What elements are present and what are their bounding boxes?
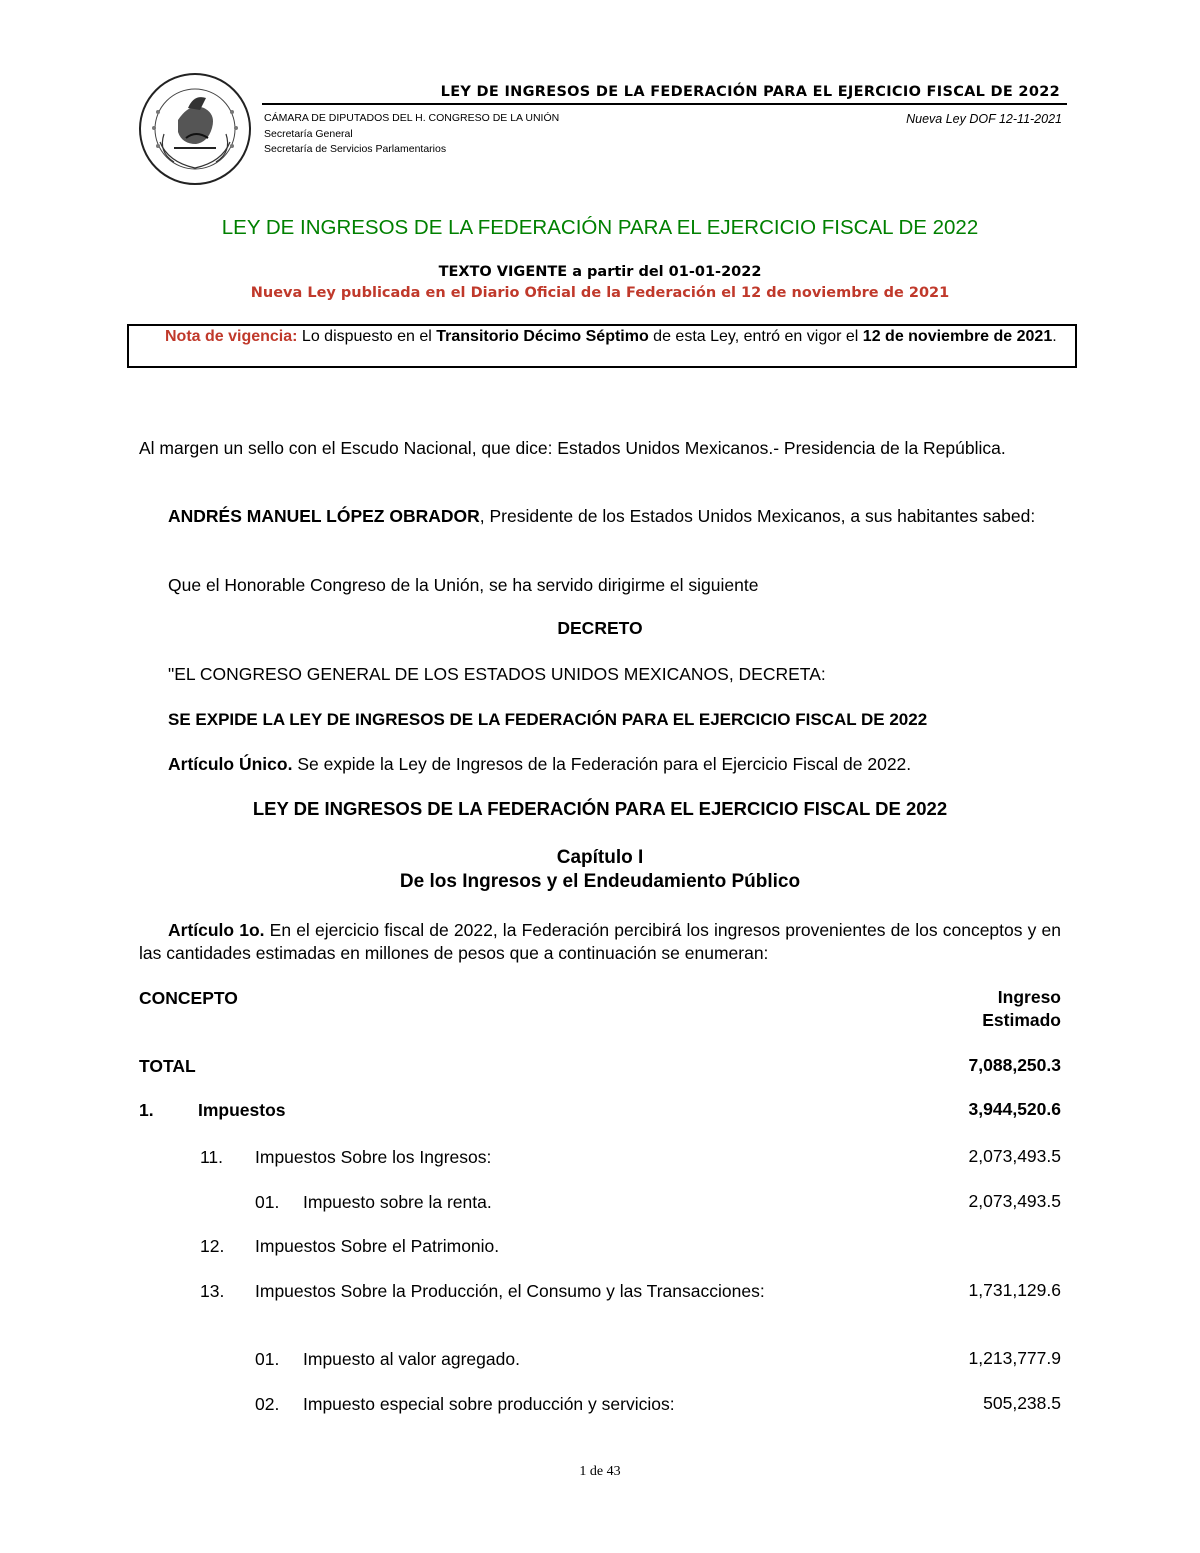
nota-bold-1: Transitorio Décimo Séptimo: [436, 328, 649, 345]
table-header-estimado: Estimado: [982, 1010, 1061, 1030]
articulo-unico-text: Se expide la Ley de Ingresos de la Federación para el Ejercicio Fiscal de 2022.: [292, 754, 912, 774]
table-row-num: 13.: [200, 1281, 225, 1301]
table-header-ingreso: Ingreso: [997, 987, 1061, 1007]
nota-text-3: .: [1052, 328, 1057, 345]
congreso-paragraph: Que el Honorable Congreso de la Unión, se ha servido dirigirme el siguiente: [168, 575, 759, 595]
nota-label: Nota de vigencia:: [165, 328, 298, 345]
table-row-amount: 505,238.5: [983, 1393, 1061, 1413]
table-row-label: Impuesto especial sobre producción y servicios:: [303, 1394, 675, 1414]
table-row-label: Impuestos: [198, 1100, 286, 1120]
table-row-label: Impuestos Sobre el Patrimonio.: [255, 1236, 500, 1256]
table-row-label: Impuesto al valor agregado.: [303, 1349, 520, 1369]
table-row-amount: 3,944,520.6: [968, 1099, 1061, 1119]
publication-note: Nueva Ley publicada en el Diario Oficial de la Federación el 12 de noviembre de 2021: [250, 285, 950, 301]
table-row-num: 01.: [255, 1192, 280, 1212]
articulo-1-text: En el ejercicio fiscal de 2022, la Federación percibirá los ingresos provenientes de los conceptos y en las cantidades estimadas en millones de pesos que a continuación se enumeran:: [139, 920, 1061, 963]
table-row-amount: 2,073,493.5: [968, 1191, 1061, 1211]
capitulo-title: De los Ingresos y el Endeudamiento Público: [399, 871, 801, 892]
document-title: LEY DE INGRESOS DE LA FEDERACIÓN PARA EL EJERCICIO FISCAL DE 2022: [221, 216, 979, 239]
page-number: 1 de 43: [579, 1464, 621, 1479]
table-row-num: 12.: [200, 1236, 225, 1256]
articulo-1-label: Artículo 1o.: [168, 920, 265, 940]
header-dof-date: Nueva Ley DOF 12-11-2021: [906, 112, 1062, 126]
table-row-amount: 7,088,250.3: [968, 1055, 1061, 1075]
header-title: LEY DE INGRESOS DE LA FEDERACIÓN PARA EL EJERCICIO FISCAL DE 2022: [440, 84, 1060, 100]
table-row-num: 01.: [255, 1349, 280, 1369]
table-row-amount: 2,073,493.5: [968, 1146, 1061, 1166]
presidente-name: ANDRÉS MANUEL LÓPEZ OBRADOR: [168, 506, 480, 526]
articulo-unico-label: Artículo Único.: [168, 754, 293, 774]
table-row-label: TOTAL: [139, 1056, 196, 1076]
capitulo-heading: Capítulo I: [556, 847, 644, 868]
table-row-label: Impuestos Sobre los Ingresos:: [255, 1147, 492, 1167]
table-row-label: Impuestos Sobre la Producción, el Consumo y las Transacciones:: [255, 1281, 765, 1301]
presidente-rest: , Presidente de los Estados Unidos Mexicanos, a sus habitantes sabed:: [479, 506, 1036, 526]
se-expide-heading: SE EXPIDE LA LEY DE INGRESOS DE LA FEDERACIÓN PARA EL EJERCICIO FISCAL DE 2022: [168, 710, 928, 729]
table-row-num: 1.: [139, 1100, 154, 1120]
table-row-amount: 1,731,129.6: [968, 1280, 1061, 1300]
table-row-num: 02.: [255, 1394, 280, 1414]
nota-text-1: Lo dispuesto en el: [297, 328, 437, 345]
ley-title: LEY DE INGRESOS DE LA FEDERACIÓN PARA EL EJERCICIO FISCAL DE 2022: [252, 798, 948, 819]
texto-vigente: TEXTO VIGENTE a partir del 01-01-2022: [438, 264, 762, 280]
header-camara: CÁMARA DE DIPUTADOS DEL H. CONGRESO DE LA UNIÓN: [264, 112, 560, 124]
national-seal-icon: [138, 72, 252, 186]
nota-text-2: de esta Ley, entró en vigor el: [648, 328, 863, 345]
congreso-general: "EL CONGRESO GENERAL DE LOS ESTADOS UNIDOS MEXICANOS, DECRETA:: [168, 664, 826, 684]
presidente-paragraph: [139, 505, 1061, 528]
nota-bold-2: 12 de noviembre de 2021: [862, 328, 1053, 345]
table-row-amount: 1,213,777.9: [968, 1348, 1061, 1368]
margen-paragraph: Al margen un sello con el Escudo Nacional, que dice: Estados Unidos Mexicanos.- Presidencia de la República.: [139, 438, 1006, 458]
header-secretaria-general: Secretaría General: [264, 128, 353, 140]
header-secretaria-servicios: Secretaría de Servicios Parlamentarios: [264, 143, 447, 155]
table-row-num: 11.: [200, 1147, 224, 1167]
nota-vigencia-box: [127, 324, 1077, 368]
articulo-unico: [139, 753, 1061, 776]
articulo-1: [139, 919, 1061, 965]
table-header-concepto: CONCEPTO: [139, 988, 238, 1008]
header-rule: [262, 103, 1067, 105]
decreto-heading: DECRETO: [557, 618, 643, 638]
table-row-label: Impuesto sobre la renta.: [303, 1192, 492, 1212]
